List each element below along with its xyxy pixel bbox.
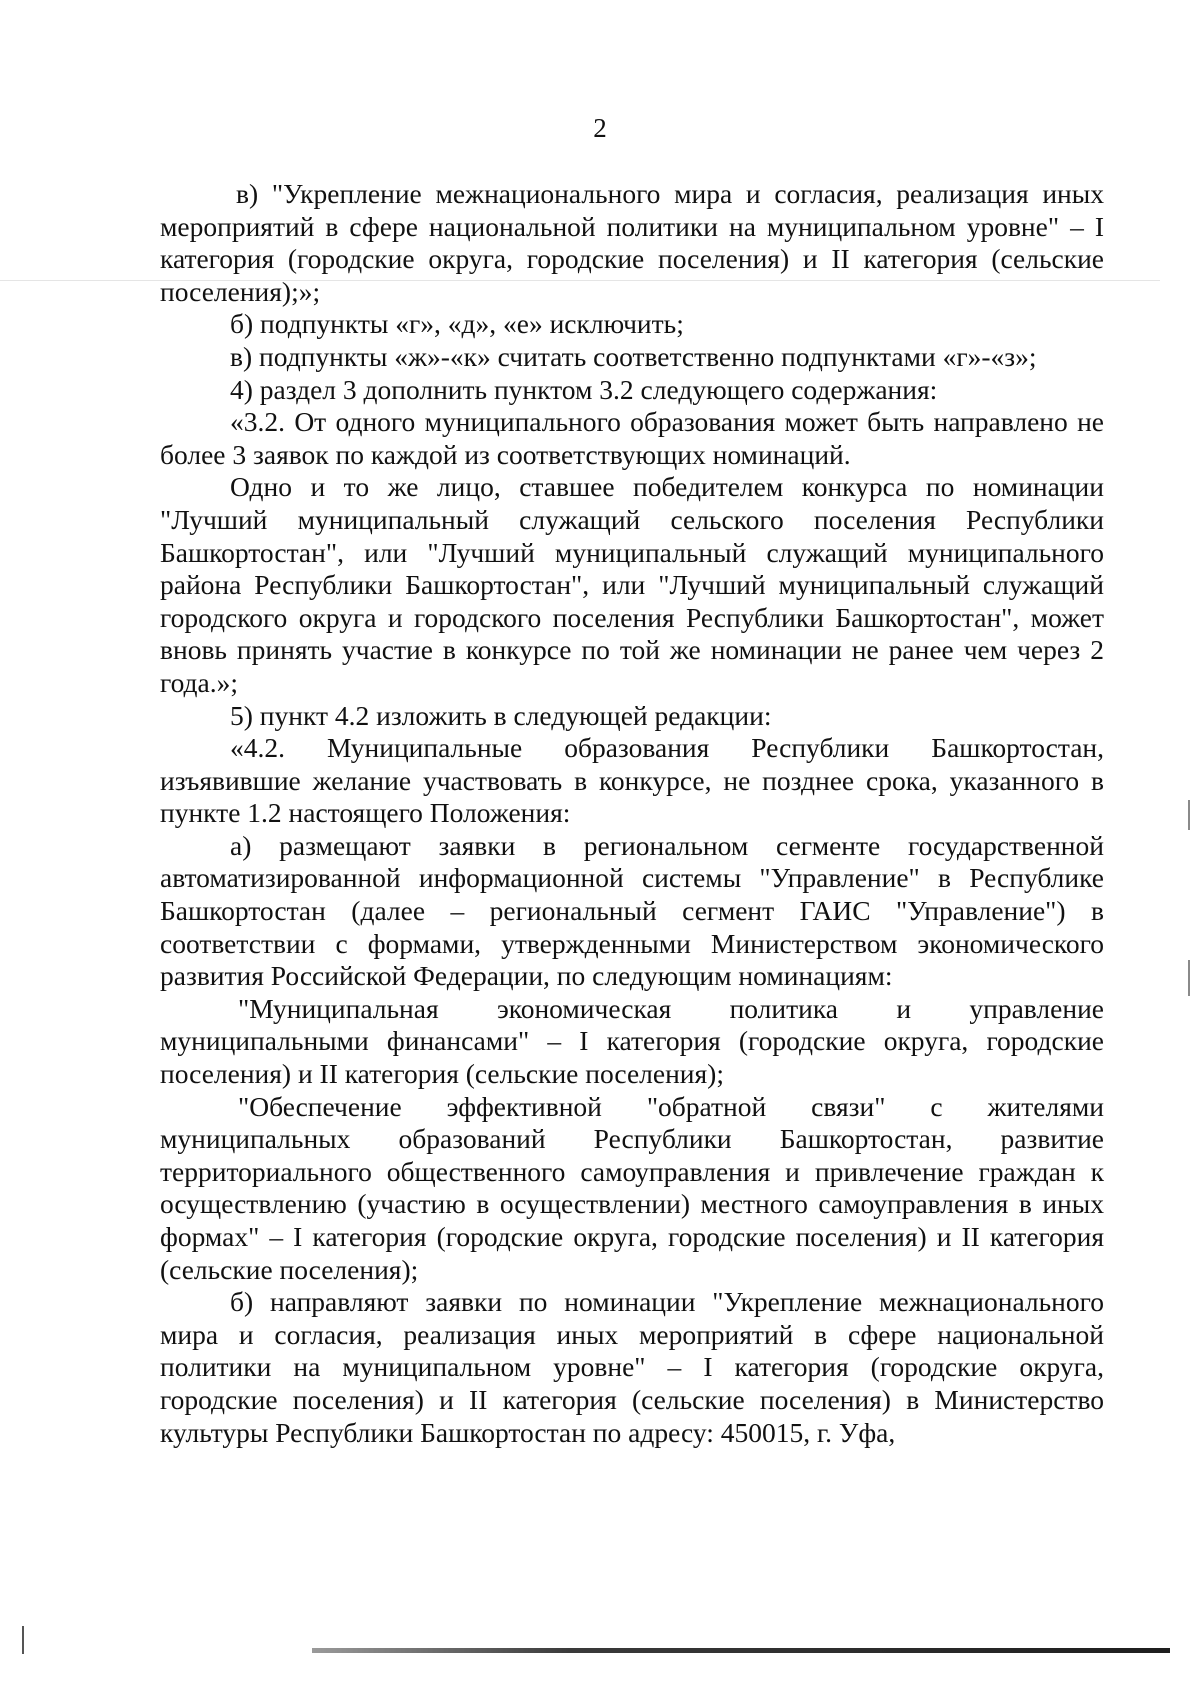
paragraph-item-b-exclude: б) подпункты «г», «д», «е» исключить;	[230, 308, 684, 340]
paragraph-item-5-point-4-2: 5) пункт 4.2 изложить в следующей редакции:	[230, 699, 772, 731]
paragraph-nomination-economic: "Муниципальная экономическая политика и управление муниципальными финансами" – I категория (городские округа, городские поселения) и II категория (сельские поселения);	[160, 992, 1104, 1090]
paragraph-item-v-renumber: в) подпункты «ж»-«к» считать соответственно подпунктами «г»-«з»;	[230, 340, 1037, 372]
paragraph-clause-3-2: «3.2. От одного муниципального образования может быть направлено не более 3 заявок по каждой из соответствующих номинаций.	[160, 406, 1104, 470]
paragraph-item-4-section3: 4) раздел 3 дополнить пунктом 3.2 следующего содержания:	[230, 373, 938, 405]
scan-margin-mark	[1188, 960, 1190, 996]
paragraph-item-v-ukreplenie: в) "Укрепление межнационального мира и согласия, реализация иных мероприятий в сфере национальной политики на муниципальном уровне" – I категория (городские округа, городские поселения) и II категория (сельские поселения);»;	[160, 178, 1104, 307]
paragraph-clause-4-2: «4.2. Муниципальные образования Республики Башкортостан, изъявившие желание участвовать в конкурсе, не позднее срока, указанного в пункте 1.2 настоящего Положения:	[160, 732, 1104, 829]
page-number: 2	[593, 113, 607, 143]
scan-margin-mark	[1188, 800, 1190, 830]
paragraph-subitem-a: а) размещают заявки в региональном сегменте государственной автоматизированной информационной системы "Управление" в Республике Башкортостан (далее – региональный сегмент ГАИС "Управление") в соответствии с формами, утвержденными Министерством экономического развития Российской Федерации, по следующим номинациям:	[160, 829, 1104, 992]
scan-bottom-edge	[312, 1648, 1170, 1653]
scan-left-tick	[22, 1626, 24, 1654]
document-body	[160, 178, 1104, 1449]
paragraph-same-person: Одно и то же лицо, ставшее победителем конкурса по номинации "Лучший муниципальный служащий сельского поселения Республики Башкортостан", или "Лучший муниципальный служащий муниципального района Республики Башкортостан", или "Лучший муниципальный служащий городского округа и городского поселения Республики Башкортостан", может вновь принять участие в конкурсе по той же номинации не ранее чем через 2 года.»;	[160, 471, 1104, 698]
paragraph-subitem-b: б) направляют заявки по номинации "Укрепление межнационального мира и согласия, реализация иных мероприятий в сфере национальной политики на муниципальном уровне" – I категория (городские округа, городские поселения) и II категория (сельские поселения) в Министерство культуры Республики Башкортостан по адресу: 450015, г. Уфа,	[160, 1286, 1104, 1448]
paragraph-nomination-feedback: "Обеспечение эффективной "обратной связи" с жителями муниципальных образований Республики Башкортостан, развитие территориального общественного самоуправления и привлечение граждан к осуществлению (участию в осуществлении) местного самоуправления в иных формах" – I категория (городские округа, городские поселения) и II категория (сельские поселения);	[160, 1090, 1104, 1285]
